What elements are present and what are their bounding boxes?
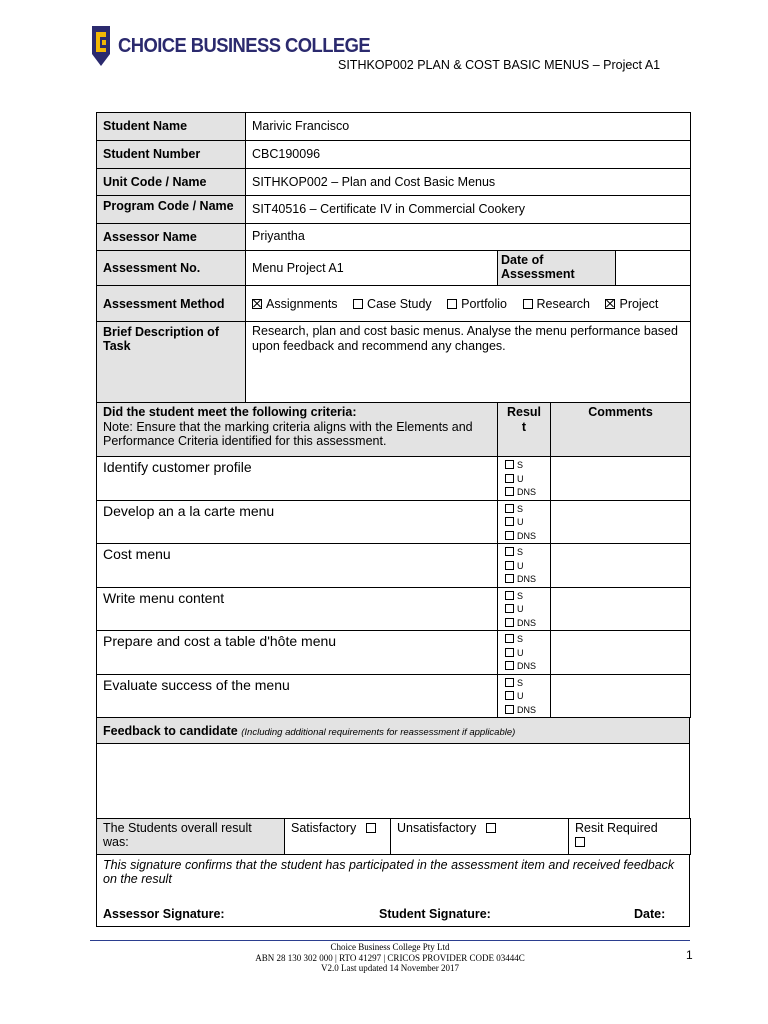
checkbox-empty-icon[interactable] [523,299,533,309]
result-s-label: S [517,503,524,514]
resit-option[interactable] [569,819,691,855]
footer-company: Choice Business College Pty Ltd [330,942,450,952]
unit-code-value[interactable]: SITHKOP002 – Plan and Cost Basic Menus [246,169,691,196]
result-s-label: S [517,547,524,557]
result-u-checkbox-icon[interactable] [505,691,514,700]
program-code-label [97,196,246,224]
comments-header: Comments [551,403,691,457]
result-u-label: U [517,691,524,701]
satisfactory-option[interactable] [285,819,391,855]
assessment-no-value[interactable]: Menu Project A1 [246,251,498,286]
program-code-value[interactable]: SIT40516 – Certificate IV in Commercial Cookery [246,196,691,224]
result-dns-label: DNS [517,487,537,497]
comments-cell[interactable] [551,674,691,718]
criteria-heading: Did the student meet the following criteria: [103,405,357,419]
signature-cell [97,855,690,927]
checkbox-checked-icon[interactable] [605,299,615,309]
result-u-checkbox-icon[interactable] [505,604,514,613]
method-portfolio-label: Portfolio [461,296,508,311]
result-s-label: S [517,634,524,644]
date-of-assessment-value[interactable] [616,251,691,286]
overall-result-table [96,818,691,855]
method-portfolio[interactable] [447,297,507,311]
method-case-study-label: Case Study [367,296,432,311]
result-s-checkbox-icon[interactable] [505,460,514,469]
result-u-label: U [517,604,524,614]
checkbox-empty-icon[interactable] [353,299,363,309]
signature-statement: This signature confirms that the student has participated in the assessment item and received feedback on the result [103,858,675,886]
criteria-row [97,457,691,501]
comments-cell[interactable] [551,544,691,588]
criteria-note: Note: Ensure that the marking criteria aligns with the Elements and Performance Criteria identified for this assessment. [103,419,473,448]
method-project-label: Project [619,296,659,311]
student-number-label: Student Number [97,141,246,169]
student-signature-label[interactable]: Student Signature: [379,907,491,921]
feedback-note: (Including additional requirements for reassessment if applicable) [241,726,516,738]
criteria-row [97,674,691,718]
assessment-form [96,112,690,927]
result-header: Result [498,403,551,457]
feedback-label: Feedback to candidate [103,723,238,738]
assessor-signature-label[interactable]: Assessor Signature: [103,907,225,921]
criteria-item: Identify customer profile [97,457,498,501]
satisfactory-label: Satisfactory [291,821,357,835]
footer-version: V2.0 Last updated 14 November 2017 [321,963,459,973]
college-shield-icon [90,24,112,68]
page-number: 1 [686,948,693,962]
details-table [96,112,691,403]
criteria-table [96,402,691,718]
criteria-row [97,631,691,675]
method-project[interactable] [605,297,658,311]
criteria-header [97,403,498,457]
result-u-label: U [517,647,524,658]
assessor-name-label: Assessor Name [97,224,246,251]
result-options [498,674,551,718]
brief-description-label: Brief Description of Task [97,322,246,403]
result-u-label: U [517,517,524,527]
footer-divider [90,940,690,941]
overall-result-label: The Students overall result was: [97,819,285,855]
criteria-row [97,587,691,631]
comments-cell[interactable] [551,587,691,631]
result-s-checkbox-icon[interactable] [505,591,514,600]
comments-cell[interactable] [551,457,691,501]
result-u-checkbox-icon[interactable] [505,648,514,657]
criteria-row [97,544,691,588]
unsatisfactory-label: Unsatisfactory [397,821,477,835]
signature-table [96,854,690,927]
result-dns-label: DNS [517,617,537,628]
result-dns-checkbox-icon[interactable] [505,705,514,714]
method-research[interactable] [523,297,591,311]
method-case-study[interactable] [353,297,432,311]
result-dns-label: DNS [517,574,537,584]
footer [90,942,690,974]
logo-text: CHOICE BUSINESS COLLEGE [118,34,371,57]
result-dns-checkbox-icon[interactable] [505,574,514,583]
assessment-method-options [246,286,691,322]
resit-label: Resit Required [575,821,658,835]
result-dns-checkbox-icon[interactable] [505,618,514,627]
result-dns-checkbox-icon[interactable] [505,531,514,540]
assessment-no-label: Assessment No. [97,251,246,286]
student-number-value[interactable]: CBC190096 [246,141,691,169]
assessment-method-label: Assessment Method [97,286,246,322]
result-dns-label: DNS [517,704,537,715]
result-u-checkbox-icon[interactable] [505,517,514,526]
signature-date-label[interactable]: Date: [634,907,666,921]
brief-description-value[interactable]: Research, plan and cost basic menus. Analyse the menu performance based upon feedback and recommend any changes. [246,322,691,403]
feedback-table [96,717,690,819]
result-options [498,587,551,631]
method-assignments-label: Assignments [266,296,338,311]
result-s-label: S [517,460,524,470]
result-u-checkbox-icon[interactable] [505,561,514,570]
result-s-checkbox-icon[interactable] [505,634,514,643]
result-dns-checkbox-icon[interactable] [505,661,514,670]
checkbox-empty-icon[interactable] [447,299,457,309]
method-assignments[interactable] [252,297,338,311]
result-dns-label: DNS [517,661,537,671]
result-u-checkbox-icon[interactable] [505,474,514,483]
assessor-name-value[interactable]: Priyantha [246,224,691,251]
comments-cell[interactable] [551,500,691,544]
feedback-label-cell [97,718,690,744]
satisfactory-checkbox-icon[interactable] [366,823,376,833]
result-s-checkbox-icon[interactable] [505,678,514,687]
comments-cell[interactable] [551,631,691,675]
result-s-label: S [517,590,524,601]
result-s-label: S [517,677,524,688]
result-u-label: U [517,473,524,484]
unit-code-label: Unit Code / Name [97,169,246,196]
checkbox-checked-icon[interactable] [252,299,262,309]
criteria-item: Develop an a la carte menu [97,500,498,544]
date-of-assessment-label: Date of Assessment [498,251,616,286]
criteria-item: Cost menu [97,544,498,588]
result-dns-label: DNS [517,530,537,541]
student-name-label: Student Name [97,113,246,141]
criteria-row [97,500,691,544]
result-options [498,500,551,544]
program-code-label-text: Program Code / Name [103,200,234,213]
criteria-item: Prepare and cost a table d'hôte menu [97,631,498,675]
feedback-text-area[interactable] [97,744,690,819]
unsatisfactory-checkbox-icon[interactable] [486,823,496,833]
result-s-checkbox-icon[interactable] [505,504,514,513]
footer-registration: ABN 28 130 302 000 | RTO 41297 | CRICOS PROVIDER CODE 03444C [255,952,525,963]
criteria-item: Evaluate success of the menu [97,674,498,718]
unsatisfactory-option[interactable] [391,819,569,855]
result-options [498,631,551,675]
student-name-value[interactable]: Marivic Francisco [246,113,691,141]
method-research-label: Research [536,296,590,311]
result-u-label: U [517,560,524,571]
result-options [498,544,551,588]
result-dns-checkbox-icon[interactable] [505,487,514,496]
criteria-item: Write menu content [97,587,498,631]
resit-checkbox-icon[interactable] [575,837,585,847]
result-s-checkbox-icon[interactable] [505,547,514,556]
result-options [498,457,551,501]
document-title: SITHKOP002 PLAN & COST BASIC MENUS – Project A1 [338,58,661,72]
